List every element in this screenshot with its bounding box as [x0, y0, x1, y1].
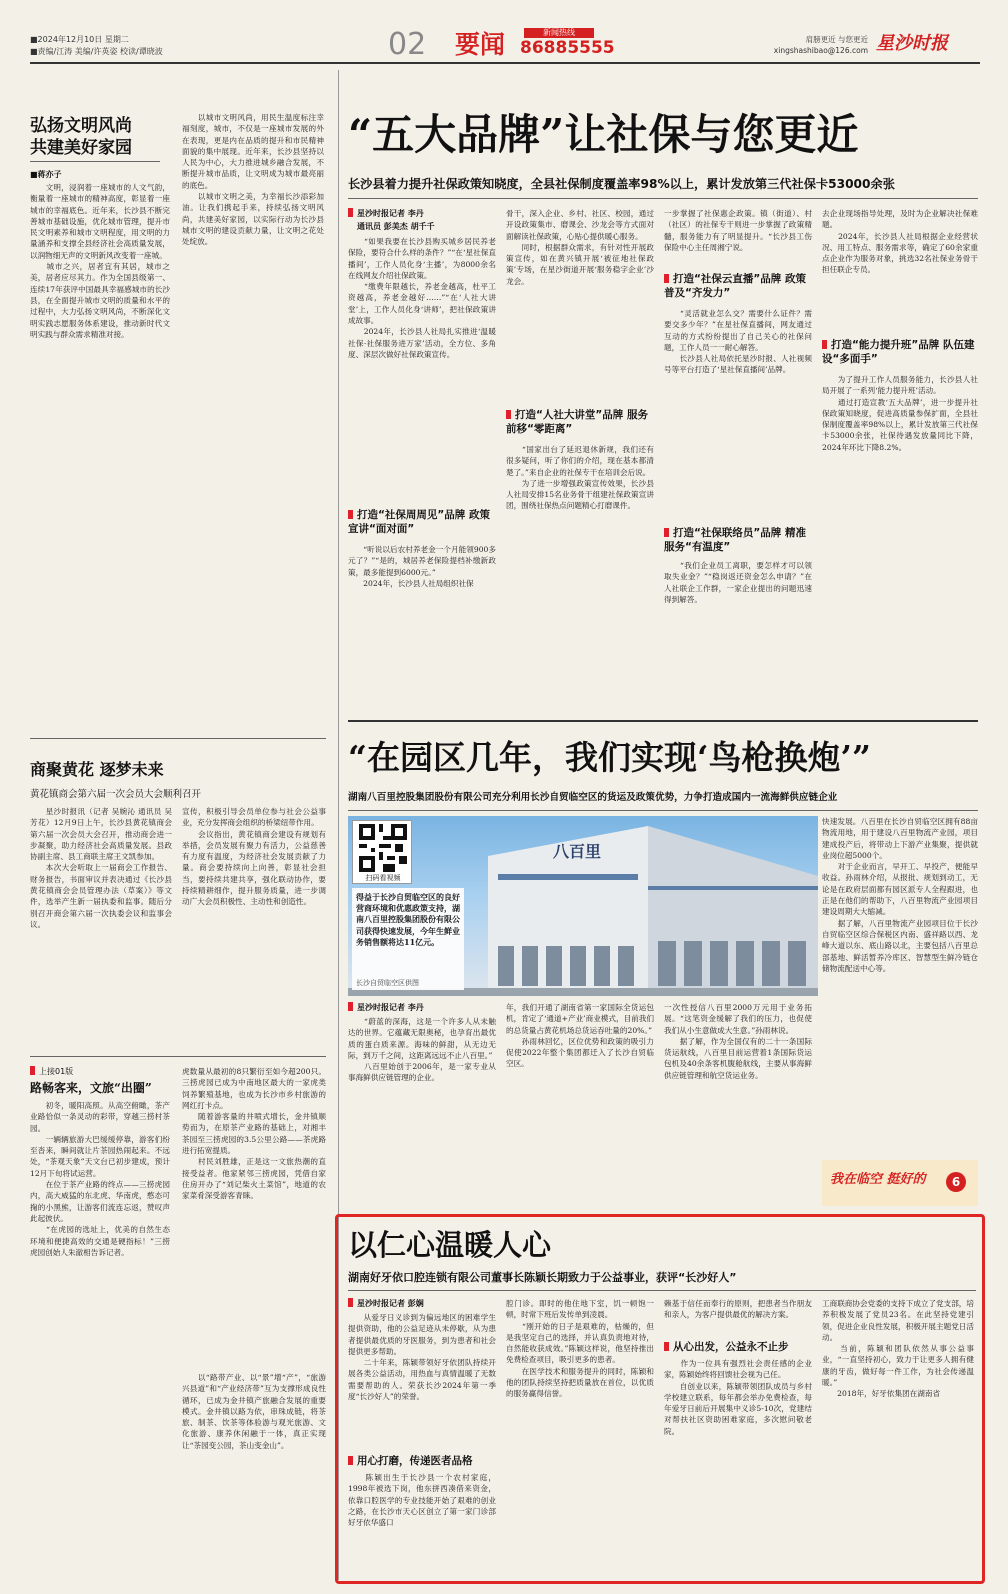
article1-byline-1-text: 星沙时报记者 李丹 — [357, 209, 424, 218]
article1-column-1: “如果我要在长沙县购买城乡居民养老保险，要符合什么样的条件？”“在‘星社保直播间’，工作人员化身‘主播’，为8000余名在线网友介绍社保政策。 “缴费年限越长，养老金越高，杜平工资越高，养老金越好……”“在‘人社大讲堂’上，工作人员化身‘讲师’，把社保政策讲成故事。 2024年，长沙县人社局扎实推进‘温暖社保·社保服务进万家’活动，全方位、多角度、深层次做好社保政策宣传。 — [348, 237, 496, 359]
article2-qr-box[interactable] — [352, 820, 412, 884]
subheading-bar-icon — [348, 510, 353, 519]
left1-column-1: 文明，浸润着一座城市的人文气韵，衡量着一座城市的精神高度，彰显着一座城市的幸福底色。近年来，长沙县不断完善城市基础设施，优化城市管理，提升市民文明素养和城市文明程度，用文明的力量涵养和支撑全县经济社会高质量发展，以润物细无声的文明新风改变着一座城。 城市之兴，居者宜有其居，城市之美，居者应尽其力。作为全国县级第一、连续17年获评中国最具幸福感城市的长沙县，在全面提升城市文明的质量和水平的过程中，大力弘扬文明风尚，不断深化文明实践志愿服务体系建设，推动新时代文明实践与群众需求精准对接。 — [30, 183, 170, 339]
article3-column-1b: 陈颖出生于长沙县一个农村家庭，1998年被选下岗，他东拼西凑借来资金，依靠口腔医学的专业技能开始了艰难的创业之路，在长沙市天心区创立了第一家门诊部好牙依华盛口 — [348, 1473, 496, 1528]
hotline-number: 86885555 — [520, 38, 615, 58]
header-staff: ■责编/江涛 美编/许英姿 校读/谭晓波 — [30, 47, 163, 56]
article1-byline-2: 通讯员 彭美杰 胡千千 — [357, 222, 435, 231]
left3-column-3: 以“路带产业、以“景”增“产”，“旅游兴县道”和“产业经济带”互为支撑形成良性循环，已成为金井镇产旅融合发展的重要模式。金井镇以路为依，串珠成链，将茶旅、制茶、饮茶等体验游与观光旅游、文化旅游、康养休闲融于一体，真正实现让“茶园变公园，茶山变金山”。 — [182, 1373, 326, 1450]
tag-bar-icon — [30, 1066, 35, 1075]
left2-subtitle: 黄花镇商会第六届一次会员大会顺利召开 — [30, 789, 202, 800]
left3-tag — [30, 1066, 150, 1077]
left3-column-2: 虎数量从最初的8只繁衍至如今超200只。三捞虎园已成为中南地区最大的一家虎类饲养繁殖基地，也成为长沙市乡村旅游的网红打卡点。 随着游客量的井喷式增长，金井镇顺势而为，在原茶产业路的基础上，对湘丰茶园至三捞虎园的3.5公里公路——茶虎路进行拓宽提质。 村民刘胜雄，正是这一文旅热潮的直接受益者。他家紧邻三捞虎园，凭借自家住房开办了“刘记柴火土菜馆”，地道的农家菜肴深受游客青睐。 — [182, 1067, 326, 1201]
building-sign: 八百里 — [553, 842, 602, 861]
article2-slogan-banner — [822, 1160, 978, 1206]
article1-subhead: 长沙县着力提升社保政策知晓度，全县社保制度覆盖率98%以上，累计发放第三代社保卡53000余张 — [348, 177, 895, 191]
article1-column-2b: “国家出台了延迟退休新规，我们还有很多疑问，听了你们的介绍，现在基本都清楚了。”来自企业的社保专干在培训会后说。 为了进一步增强政策宣传效果，长沙县人社局安排15名业务骨干组建社保政策宣讲团，围绕社保热点问题精心打磨课件。 — [506, 445, 654, 511]
byline-bar-icon — [348, 1002, 353, 1011]
article1-byline-1 — [348, 208, 498, 219]
byline-bar-icon — [348, 208, 353, 217]
article2-column-4: 快速发展。八百里在长沙自贸临空区拥有88亩物流用地，用于建设八百里物流产业园，项目建成投产后，将带动上下游产业集聚，提供就业岗位超5000个。 对于企业而言，早开工、早投产，便能早收益。孙雨林介绍，从报批、规划到动工，无论是在政府层面都有园区派专人全程跟进，也正是在他们的帮助下，八百里物流产业园项目建设周期大大缩减。 据了解，八百里物流产业园项目位于长沙自贸临空区综合保税区内南、盛祥路以西、龙峰大道以东、底山路以北，主要包括八百里总部基地、鲜活暂养冷库区、智慧型生鲜冷链仓储物流配送中心等。 — [822, 817, 978, 973]
article1-subheading-4-text: 打造“社保联络员”品牌 精准服务“有温度” — [664, 527, 806, 553]
left2-bottom-rule — [30, 1056, 326, 1057]
article2-caption-box — [352, 888, 464, 990]
qr-label: 扫码看视频 — [365, 874, 401, 882]
article1-subheading-4 — [664, 526, 812, 554]
page-number: 02 — [388, 28, 427, 62]
left1-bottom-rule — [30, 738, 326, 739]
article2-badge: 6 — [946, 1172, 966, 1192]
subheading-bar-icon — [348, 1456, 353, 1465]
left3-column-1: 初冬，暖阳高照。从高空俯瞰，茶产业路恰似一条灵动的彩带，穿越三捞村茶园。 一辆辆旅游大巴缓缓停靠，游客们纷至沓来，瞬间就让片茶园热闹起来。不远处，“茶观天象”天文台已初步建成，预计12月下旬将试运营。 在位于茶产业路的终点——三捞虎园内，高大威猛的东北虎、华南虎，憨态可掬的小黑熊，让游客们流连忘返，赞叹声此起彼伏。 “在虎园的选址上，优美的自然生态环境和便捷高效的交通是硬指标！”三捞虎园创始人朱澈相告诉记者。 — [30, 1101, 170, 1257]
left3-tag-text: 上接01版 — [39, 1067, 74, 1076]
subheading-bar-icon — [664, 1342, 669, 1351]
hotline-label: 新闻热线 — [524, 28, 594, 38]
article2-column-1: “蔚蓝的深海，这是一个许多人从未触达的世界。它蕴藏无限奥秘，也孕育出最优质的蛋白质来源。海味的鲜甜，从无边无际，到万千之间，这距离远远不止八百里。” 八百里始创于2006年，是一家专业从事海鲜供应链管理的企业。 — [348, 1017, 496, 1083]
left1-column-2: 以城市文明风尚，用民生温度标注幸福刻度，城市，不仅是一座城市发展的外在表现，更是内在品质的提升和市民精神面貌的集中展现。近年来，长沙县坚持以人民为中心，大力推进城乡融合发展，不断提升城市品质，让文明成为城市最亮丽的底色。 以城市文明之美，为幸福长沙添彩加油。让我们携起手来，持续弘扬文明风尚，共建美好家园，以实际行动为长沙县城市文明的建设贡献力量，让文明之花处处绽放。 — [182, 113, 324, 247]
header-contact: 肩膀更近 与您更近 — [805, 35, 868, 44]
article1-column-2: 骨干，深入企业、乡村、社区、校园，通过开设政策集市、磨课会、沙龙会等方式面对面解读社保政策，心贴心提供暖心服务。 同时，根据群众需求，有针对性开展政策宣传，如在黄兴镇开展‘被征地社保政策’专场，在星沙街道开展‘服务稳字企业’沙龙会。 — [506, 209, 654, 286]
byline-bar-icon — [348, 1298, 353, 1307]
subheading-bar-icon — [664, 528, 669, 537]
article2-column-2: 年，我们开通了湖南省第一家国际全货运包机，肯定了‘通道+产业’商业模式，目前我们的总货量占黄花机场总货运吞吐量的20%。” 孙雨林回忆，区位优势和政策的吸引力促使2022年整个集团都迁入了长沙自贸临空区。 — [506, 1003, 654, 1069]
article1-subheading-2 — [506, 408, 654, 436]
article3-column-1: 从爱牙日义诊到为偏远地区的困难学生提供资助，他的公益足迹从未停歇，从为患者提供最优质的牙医服务，到为患者和社会提供更多帮助。 二十年来，陈颖带领好牙依团队持续开展各类公益活动，用热血与真情温暖了无数需要帮助的人。荣获长沙2024年第一季度“长沙好人”的荣誉。 — [348, 1313, 496, 1402]
article1-column-3c: “我们企业员工离职，要怎样才可以领取失业金？”“稳岗返还资金怎么申请？”在人社联企工作群，一家企业提出的问题迅速得到解答。 — [664, 561, 812, 604]
article2-subhead: 湖南八百里控股集团股份有限公司充分利用长沙自贸临空区的货运及政策优势，力争打造成国内一流海鲜供应链企业 — [348, 792, 838, 803]
left1-title-rule — [30, 161, 160, 162]
newspaper-logo: 星沙时报 — [876, 33, 948, 54]
article1-subheading-5-text: 打造“能力提升班”品牌 队伍建设“多面手” — [822, 339, 975, 365]
left1-title-2: 共建美好家园 — [30, 138, 132, 158]
article2-photo-credit: 长沙自贸临空区供图 — [356, 979, 419, 987]
article2-headline: “在园区几年，我们实现‘鸟枪换炮’” — [348, 738, 871, 777]
article3-column-4: 工商联商协会党委的支持下成立了党支部，培养积极发展了党员23名。在此坚持党建引领，促进企业良性发展，积极开展主题党日活动。 当前，陈颖和团队依然从事公益事业，“一直坚持初心，致力于让更多人拥有健康的牙齿，做好每一件工作，为社会传递温暖。” 2018年，好牙依集团在湖南省 — [822, 1299, 974, 1399]
header-email: xingshashibao@126.com — [773, 46, 868, 55]
article1-column-4: 去企业现场指导处理，及时为企业解决社保难题。 2024年，长沙县人社局根据企业经营状况、用工特点、服务需求等，确定了60余家重点企业作为服务对象，挑选32名社保业务骨干担任联企专员。 — [822, 209, 978, 275]
left3-title: 路畅客来，文旅“出圈” — [30, 1081, 152, 1095]
subheading-bar-icon — [664, 274, 669, 283]
article3-column-3: 赖基于信任而奉行的原则，把患者当作朋友和亲人，为客户提供最优的解决方案。 — [664, 1299, 812, 1320]
article1-subheading-3-text: 打造“社保云直播”品牌 政策普及“齐发力” — [664, 273, 806, 299]
article1-subheading-2-text: 打造“人社大讲堂”品牌 服务前移“零距离” — [506, 409, 648, 435]
article2-caption: 得益于长沙自贸临空区的良好营商环境和优惠政策支持，湖南八百里控股集团股份有限公司获得快速发展，今年生鲜业务销售额将达11亿元。 — [356, 892, 460, 947]
subheading-bar-icon — [822, 340, 827, 349]
article3-subhead-rule — [348, 1290, 976, 1291]
article3-column-2: 腔门诊。即时的他住地下室，饥一顿饱一顿，时常下班后发传单到凌晨。 “刚开始的日子是艰难的，枯燥的，但是我坚定自己的选择，并认真负责地对待，自然能收获成效。”陈颖这样说，他坚持推出免费检查项目，吸引更多的患者。 在医学技术和服务提升的同时，陈颖和他的团队持续坚持把质量放在首位，以优质的服务赢得信誉。 — [506, 1299, 654, 1399]
left2-title: 商聚黄花 逐梦未来 — [30, 760, 164, 779]
article3-subheading-1 — [348, 1454, 496, 1468]
article1-subheading-1 — [348, 508, 496, 536]
article2-column-3: 一次性授信八百里2000万元用于业务拓展。“这笔资金缓解了我们的压力，也促使我们从小生意做成大生意。”孙雨林说。 据了解，作为全国仅有的二十一条国际货运航线，八百里目前运营着1条国际货运包机及40余条客机腹舱航线，主要从事海鲜供应链管理和航空货运业务。 — [664, 1003, 812, 1080]
article1-column-3: 一步掌握了社保惠企政策。镇（街道）、村（社区）的社保专干则进一步掌握了政策精髓，服务能力有了明显提升。“长沙县工伤保险中心主任周湘宁说。 — [664, 209, 812, 252]
left2-column-1: 星沙时报讯（记者 吴婉沁 通讯员 吴芳花）12月9日上午，长沙县黄花镇商会第六届一次会员大会召开，推动商会进一步凝聚，助力经济社会高质量发展。县政协副主席、县工商联主席王文凯参加。 本次大会听取上一届商会工作报告、财务报告，书面审议并表决通过《长沙县黄花镇商会会员管理办法（草案）》等文件，选举产生新一届执委和监事。随后分别召开商会第六届一次执委会议和监事会议。 — [30, 807, 172, 929]
article1-subheading-5 — [822, 338, 978, 366]
article2-subhead-rule — [348, 810, 978, 811]
article1-column-4b: 为了提升工作人员服务能力，长沙县人社局开展了一系列‘能力提升班’活动。 通过打造宣教‘五大品牌’，进一步提升社保政策知晓度，促进高质量参保扩面，全县社保制度覆盖率98%以上，累计发放第三代社保卡53000余张，社保待遇发放量同比下降，2024年环比下降8.2%。 — [822, 375, 978, 452]
header-date: ■2024年12月10日 星期二 — [30, 35, 129, 44]
article3-byline-text: 星沙时报记者 彭娴 — [357, 1299, 424, 1308]
subheading-bar-icon — [506, 410, 511, 419]
article3-subhead: 湖南好牙依口腔连锁有限公司董事长陈颖长期致力于公益事业，获评“长沙好人” — [348, 1271, 737, 1284]
article1-subhead-rule — [348, 198, 978, 199]
article3-subheading-2-text: 从心出发，公益永不止步 — [673, 1341, 789, 1353]
article3-column-3b: 作为一位具有强烈社会责任感的企业家，陈颖始终将回馈社会视为己任。 自创业以来，陈颖带领团队成员与乡村学校建立联系，每年都会举办免费检查，每年爱牙日前后开展集中义诊5-10次，党建结对帮扶社区资助困难家庭，多次慰问敬老院。 — [664, 1359, 812, 1436]
article3-subheading-2 — [664, 1340, 812, 1354]
article1-subheading-1-text: 打造“社保周周见”品牌 政策宣讲“面对面” — [348, 509, 490, 535]
article2-slogan: 我在临空 挺好的 — [830, 1172, 926, 1187]
article1-column-3b: “灵活就业怎么交？需要什么证件？需要交多少年？”在星社保直播间，网友通过互动的方式纷纷提出了自己关心的社保问题，工作人员一一耐心解答。 长沙县人社局依托星沙时报、人社视频号等平台打造了‘星社保直播间’品牌。 — [664, 309, 812, 375]
article3-byline — [348, 1298, 498, 1309]
left2-column-2: 宣传，积极引导会员单位参与社会公益事业，充分发挥商会组织的桥梁纽带作用。 会议指出，黄花镇商会建设有规划有举措，会员发展有聚力有活力，公益慈善有力度有温度，为经济社会发展贡献了力量。商会要持续向上向善，彰显社会担当，要持续共建共享，强化联动协作，要持续精耕细作，提升服务质量，进一步调动广大会员积极性、主动性和创造性。 — [182, 807, 326, 907]
left1-title-1: 弘扬文明风尚 — [30, 116, 132, 136]
article1-bottom-rule — [348, 720, 978, 722]
left1-author: ■蒋亦子 — [30, 170, 62, 179]
article1-subheading-3 — [664, 272, 812, 300]
section-title: 要闻 — [455, 30, 506, 59]
article3-headline: 以仁心温暖人心 — [348, 1228, 552, 1262]
header-rule — [30, 62, 980, 64]
article3-subheading-1-text: 用心打磨，传递医者品格 — [357, 1455, 473, 1467]
qr-code-icon[interactable] — [359, 824, 407, 872]
article2-byline — [348, 1002, 498, 1013]
article1-column-1b: “听说以后农村养老金一个月能领900多元了？”“是的，城居养老保险提档补缴新政策，最多能提到6000元。” 2024年，长沙县人社局组织社保 — [348, 545, 496, 588]
article2-byline-text: 星沙时报记者 李丹 — [357, 1003, 424, 1012]
article1-headline: “五大品牌”让社保与您更近 — [348, 110, 859, 159]
